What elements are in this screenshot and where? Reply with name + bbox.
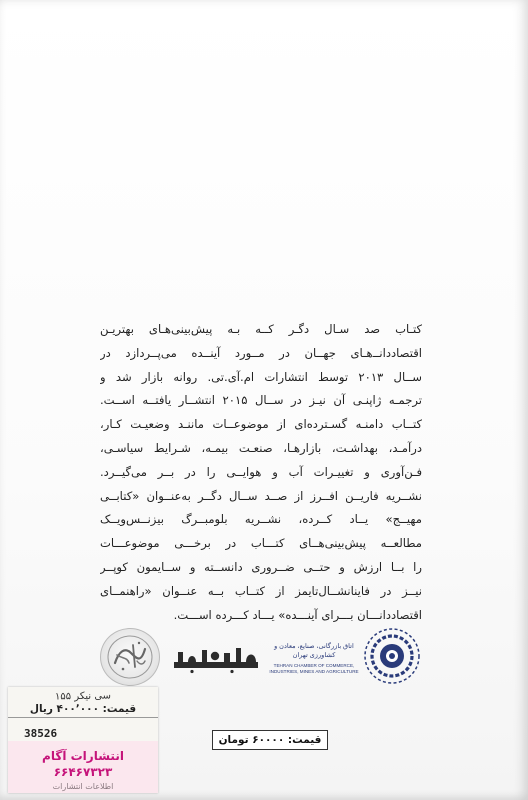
sticker-price: قیمت: ۴۰۰٬۰۰۰ ریال — [8, 703, 158, 718]
price-sticker — [8, 687, 158, 793]
publisher-logos — [100, 626, 422, 690]
publisher-name: انتشارات آگام — [42, 749, 124, 763]
blurb-line: کتــاب دامنـه گسـترده‌ای از موضوعــات ماننـد وضعیـت کـار، — [100, 417, 422, 432]
chamber-name-en: TEHRAN CHAMBER OF COMMERCE, INDUSTRIES, MINES AND AGRICULTURE — [269, 663, 359, 674]
blurb-line: اقتصاددانـــان بـــرای آینـــده» یـــاد کـــرده اســـت. — [173, 607, 422, 622]
blurb-line: درآمـد، بهداشـت، بازارهـا، صنعـت بیمـه، شـرایط سیاسـی، — [100, 440, 422, 455]
publisher-stamp — [8, 741, 158, 793]
blurb-line: فـن‌آوری و تغییـرات آب و هوایــی را در بــر می‌گیــرد. — [100, 464, 422, 479]
chamber-of-commerce-text — [268, 642, 360, 675]
blurb-line: اقتصاددانــ‌هـای جهــان در مــورد آینــده می‌پــردازد در — [100, 345, 422, 360]
back-cover-blurb — [100, 318, 422, 627]
blurb-line: مهیــج» یــاد کــرده، نشــریه بلومبــرگ بیزنــس‌ویــک — [100, 512, 422, 527]
blurb-line: را بــا ارزش و حتــی ضــروری دانســته و ســایمون کوپــر — [100, 559, 422, 574]
blurb-line: نشــریه فاریــن افــرز از صــد ســال دگــر به‌عنــوان «کتابــی — [100, 488, 422, 503]
blurb-line: نیــز در فاینانشــال‌تایمز از کتــاب بــه عنــوان «راهنمــای — [100, 583, 422, 598]
calligraphy-seal-icon — [105, 633, 155, 681]
blurb-line: ســال ۲۰۱۳ توسط انتشارات ام.آی.تی. روانه بازار شد و — [100, 369, 422, 384]
chamber-name-fa: اتاق بازرگانی، صنایع، معادن و کشاورزی تهران — [274, 643, 354, 659]
sticker-code: 38526 — [24, 727, 58, 740]
ayandeh-negar-logo — [174, 644, 258, 674]
blurb-line: کتـاب صد سـال دگـر کــه بـه پیش‌بینی‌هـای بهتریـن — [100, 322, 422, 336]
publisher-phone: ۶۶۴۶۷۳۲۳ — [53, 765, 113, 779]
publisher-faded-line: اطلاعات انتشارات — [52, 782, 114, 791]
printed-price-box: قیمت: ۶۰۰۰۰ تومان — [212, 730, 328, 750]
old-price-label: سی نیکر ۱۵۵ — [54, 690, 112, 703]
blurb-line: ترجمـه ژاپنـی آن نیـز در ســال ۲۰۱۵ انتشــار یافتــه اســت. — [100, 393, 422, 408]
blurb-line: مطالعــه پیش‌بینی‌هــای کتـــاب در برخـــی موضوعـــات — [100, 536, 422, 551]
chamber-emblem-icon — [362, 626, 422, 686]
calligraphy-seal-logo — [100, 628, 160, 686]
